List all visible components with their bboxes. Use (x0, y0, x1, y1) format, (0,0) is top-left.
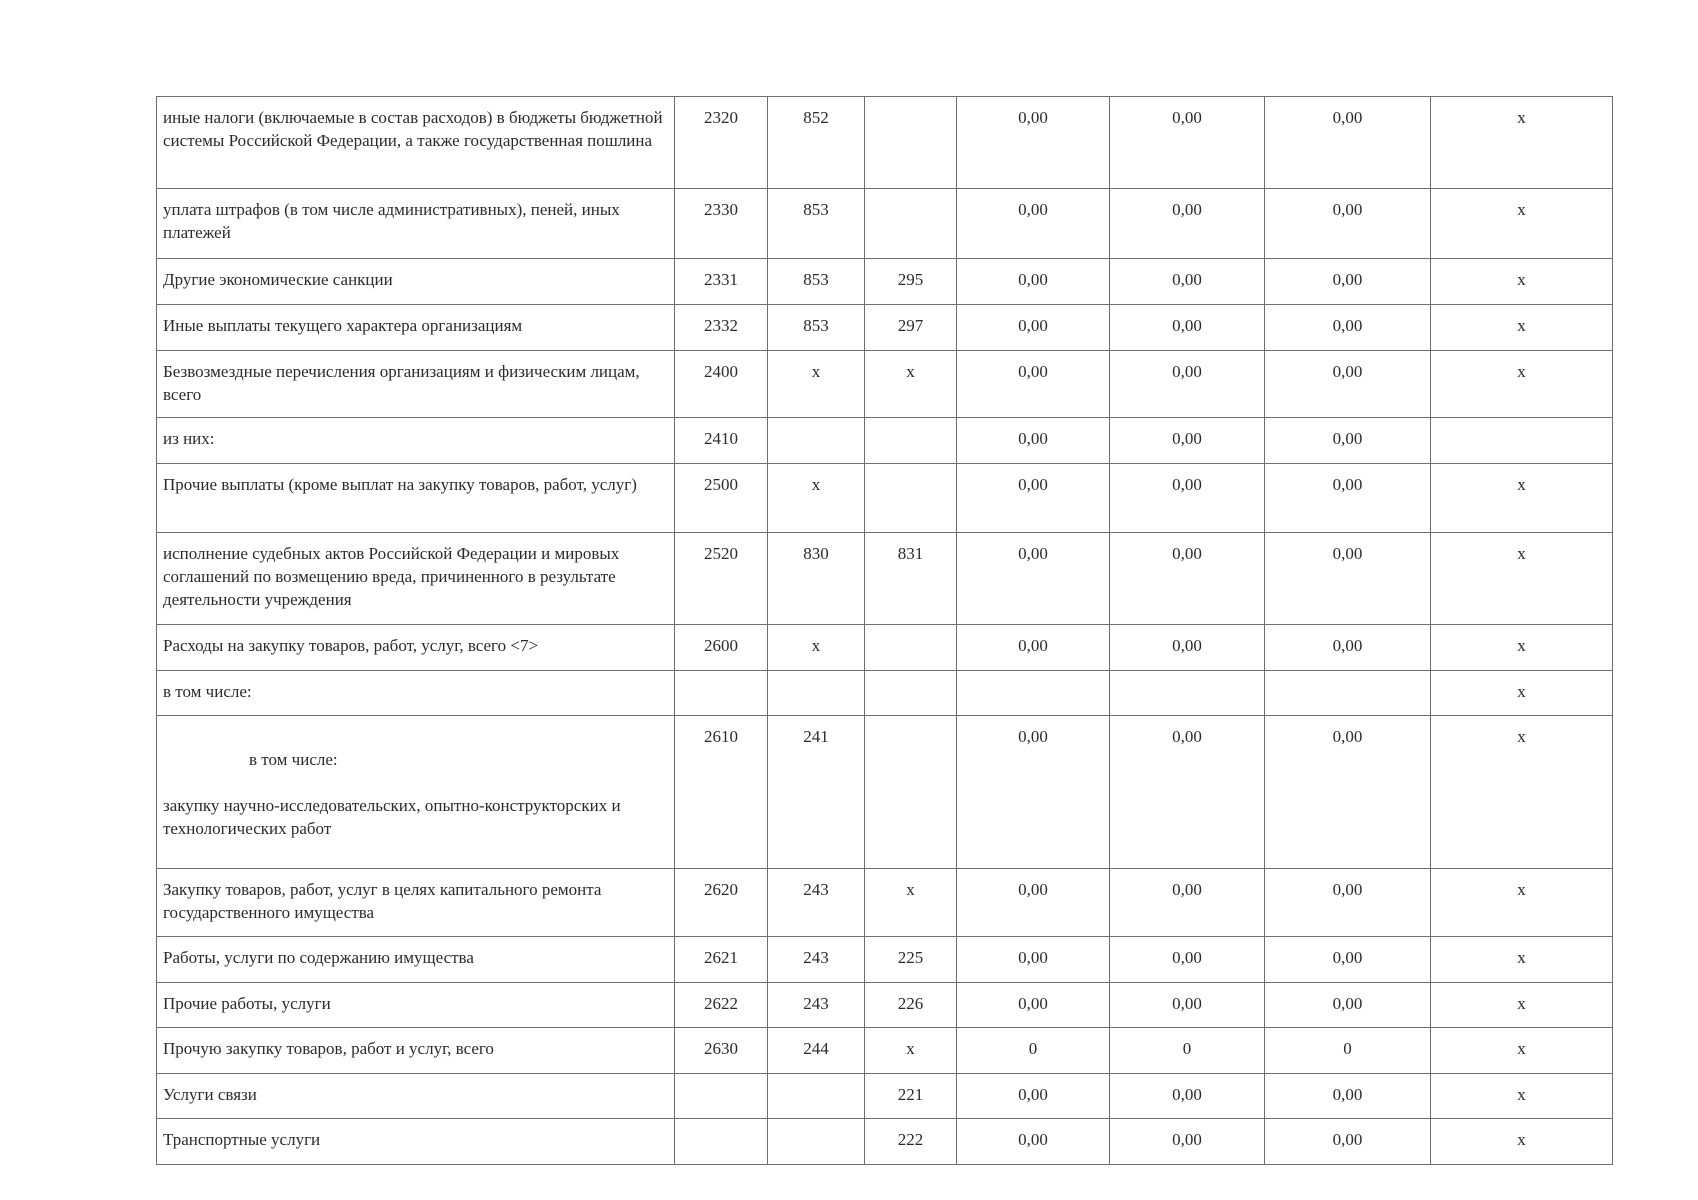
row-kr-code: x (768, 464, 865, 533)
row-value-2: 0,00 (1110, 716, 1265, 869)
row-value-1: 0,00 (957, 259, 1110, 305)
row-value-3: 0,00 (1265, 418, 1431, 464)
row-value-3: 0,00 (1265, 869, 1431, 937)
row-value-1 (957, 671, 1110, 716)
row-line-code: 2410 (675, 418, 768, 464)
table-row (157, 259, 1613, 305)
row-kosgu-code (865, 625, 957, 671)
row-kosgu-code: x (865, 1028, 957, 1074)
row-value-3: 0,00 (1265, 305, 1431, 351)
row-kr-code: 243 (768, 983, 865, 1028)
row-value-1: 0,00 (957, 716, 1110, 869)
table-row (157, 937, 1613, 983)
row-value-3: 0,00 (1265, 97, 1431, 189)
row-line-code: 2630 (675, 1028, 768, 1074)
row-kosgu-code (865, 671, 957, 716)
row-line-code (675, 1119, 768, 1165)
row-value-1: 0,00 (957, 625, 1110, 671)
row-line-code: 2620 (675, 869, 768, 937)
row-value-2: 0,00 (1110, 869, 1265, 937)
table-row (157, 983, 1613, 1028)
row-name: Услуги связи (157, 1074, 675, 1119)
row-value-2: 0,00 (1110, 305, 1265, 351)
row-value-4: x (1431, 671, 1613, 716)
row-name: Транспортные услуги (157, 1119, 675, 1165)
row-value-2: 0,00 (1110, 1119, 1265, 1165)
row-kr-code (768, 1119, 865, 1165)
row-name: Иные выплаты текущего характера организациям (157, 305, 675, 351)
row-value-2: 0,00 (1110, 1074, 1265, 1119)
row-line-code: 2330 (675, 189, 768, 259)
row-value-4: x (1431, 937, 1613, 983)
row-kr-code: 830 (768, 533, 865, 625)
table-row (157, 716, 1613, 869)
row-line-code (675, 1074, 768, 1119)
table-row (157, 671, 1613, 716)
row-value-4: x (1431, 983, 1613, 1028)
row-line-code: 2622 (675, 983, 768, 1028)
row-kosgu-code: x (865, 351, 957, 418)
row-value-4: x (1431, 625, 1613, 671)
row-kosgu-code (865, 418, 957, 464)
row-name: Прочие работы, услуги (157, 983, 675, 1028)
row-value-2: 0,00 (1110, 351, 1265, 418)
table-row (157, 189, 1613, 259)
row-name: в том числе: (157, 671, 675, 716)
row-name-text: закупку научно-исследовательских, опытно-конструкторских и технологических работ (163, 796, 621, 838)
table-row (157, 418, 1613, 464)
row-line-code (675, 671, 768, 716)
row-kr-code (768, 671, 865, 716)
row-kr-code: 852 (768, 97, 865, 189)
row-value-4: x (1431, 305, 1613, 351)
table-row (157, 625, 1613, 671)
row-value-3: 0,00 (1265, 189, 1431, 259)
row-value-1: 0,00 (957, 533, 1110, 625)
row-value-4: x (1431, 1119, 1613, 1165)
row-kosgu-code: 222 (865, 1119, 957, 1165)
row-value-1: 0,00 (957, 189, 1110, 259)
row-line-code: 2500 (675, 464, 768, 533)
row-line-code: 2610 (675, 716, 768, 869)
row-line-code: 2400 (675, 351, 768, 418)
row-kr-code: 853 (768, 189, 865, 259)
row-value-4: x (1431, 1074, 1613, 1119)
row-name: из них: (157, 418, 675, 464)
row-value-4: x (1431, 533, 1613, 625)
row-line-code: 2331 (675, 259, 768, 305)
row-kosgu-code: 831 (865, 533, 957, 625)
row-value-3 (1265, 671, 1431, 716)
row-value-2: 0 (1110, 1028, 1265, 1074)
row-kosgu-code: 225 (865, 937, 957, 983)
row-value-1: 0,00 (957, 305, 1110, 351)
row-value-1: 0,00 (957, 351, 1110, 418)
row-kr-code: 853 (768, 259, 865, 305)
row-name-subheading: в том числе: (249, 750, 338, 769)
table-row (157, 533, 1613, 625)
row-value-2: 0,00 (1110, 983, 1265, 1028)
row-kr-code (768, 418, 865, 464)
row-name: Расходы на закупку товаров, работ, услуг, всего <7> (157, 625, 675, 671)
row-line-code: 2621 (675, 937, 768, 983)
row-value-1: 0,00 (957, 418, 1110, 464)
row-kr-code: x (768, 351, 865, 418)
row-kr-code (768, 1074, 865, 1119)
row-kr-code: x (768, 625, 865, 671)
row-value-4: x (1431, 97, 1613, 189)
row-value-3: 0,00 (1265, 937, 1431, 983)
row-value-1: 0,00 (957, 869, 1110, 937)
row-value-3: 0,00 (1265, 533, 1431, 625)
row-value-3: 0,00 (1265, 1074, 1431, 1119)
row-name (157, 716, 675, 869)
row-value-4 (1431, 418, 1613, 464)
row-line-code: 2320 (675, 97, 768, 189)
row-value-2: 0,00 (1110, 625, 1265, 671)
table-row (157, 1119, 1613, 1165)
row-value-3: 0,00 (1265, 464, 1431, 533)
row-kr-code: 853 (768, 305, 865, 351)
row-value-2: 0,00 (1110, 189, 1265, 259)
row-value-1: 0,00 (957, 97, 1110, 189)
row-value-1: 0,00 (957, 983, 1110, 1028)
row-kosgu-code: x (865, 869, 957, 937)
row-value-4: x (1431, 869, 1613, 937)
table-row (157, 869, 1613, 937)
row-value-1: 0,00 (957, 937, 1110, 983)
row-name: иные налоги (включаемые в состав расходов) в бюджеты бюджетной системы Российской Федерации, а также государственная пошлина (157, 97, 675, 189)
row-value-1: 0 (957, 1028, 1110, 1074)
row-name: Прочие выплаты (кроме выплат на закупку товаров, работ, услуг) (157, 464, 675, 533)
row-value-3: 0,00 (1265, 259, 1431, 305)
row-kosgu-code (865, 189, 957, 259)
row-name: Прочую закупку товаров, работ и услуг, всего (157, 1028, 675, 1074)
row-name: Закупку товаров, работ, услуг в целях капитального ремонта государственного имущества (157, 869, 675, 937)
row-kosgu-code (865, 464, 957, 533)
table-row (157, 1074, 1613, 1119)
row-value-2: 0,00 (1110, 937, 1265, 983)
row-value-1: 0,00 (957, 1074, 1110, 1119)
row-name: уплата штрафов (в том числе административных), пеней, иных платежей (157, 189, 675, 259)
table-row (157, 464, 1613, 533)
table-row (157, 305, 1613, 351)
row-kosgu-code (865, 97, 957, 189)
row-value-4: x (1431, 1028, 1613, 1074)
row-value-4: x (1431, 189, 1613, 259)
row-value-2: 0,00 (1110, 97, 1265, 189)
row-value-2: 0,00 (1110, 259, 1265, 305)
row-line-code: 2332 (675, 305, 768, 351)
budget-expenses-table (156, 96, 1613, 1165)
row-line-code: 2600 (675, 625, 768, 671)
row-value-2: 0,00 (1110, 418, 1265, 464)
table-row (157, 97, 1613, 189)
row-name: Другие экономические санкции (157, 259, 675, 305)
row-kosgu-code: 297 (865, 305, 957, 351)
row-kr-code: 243 (768, 869, 865, 937)
row-value-4: x (1431, 716, 1613, 869)
row-kr-code: 244 (768, 1028, 865, 1074)
row-kr-code: 241 (768, 716, 865, 869)
row-name: исполнение судебных актов Российской Федерации и мировых соглашений по возмещению вреда, причиненного в результате деятельности учреждения (157, 533, 675, 625)
row-value-1: 0,00 (957, 1119, 1110, 1165)
table-row (157, 1028, 1613, 1074)
row-value-3: 0,00 (1265, 625, 1431, 671)
row-value-4: x (1431, 351, 1613, 418)
row-value-3: 0 (1265, 1028, 1431, 1074)
row-value-2: 0,00 (1110, 464, 1265, 533)
row-value-3: 0,00 (1265, 716, 1431, 869)
row-name: Работы, услуги по содержанию имущества (157, 937, 675, 983)
row-kr-code: 243 (768, 937, 865, 983)
row-value-3: 0,00 (1265, 351, 1431, 418)
row-value-3: 0,00 (1265, 1119, 1431, 1165)
row-kosgu-code: 221 (865, 1074, 957, 1119)
row-value-2: 0,00 (1110, 533, 1265, 625)
row-name: Безвозмездные перечисления организациям и физическим лицам, всего (157, 351, 675, 418)
row-value-4: x (1431, 464, 1613, 533)
row-value-3: 0,00 (1265, 983, 1431, 1028)
row-value-1: 0,00 (957, 464, 1110, 533)
row-value-4: x (1431, 259, 1613, 305)
row-kosgu-code: 295 (865, 259, 957, 305)
row-value-2 (1110, 671, 1265, 716)
row-kosgu-code: 226 (865, 983, 957, 1028)
row-kosgu-code (865, 716, 957, 869)
row-line-code: 2520 (675, 533, 768, 625)
table-row (157, 351, 1613, 418)
